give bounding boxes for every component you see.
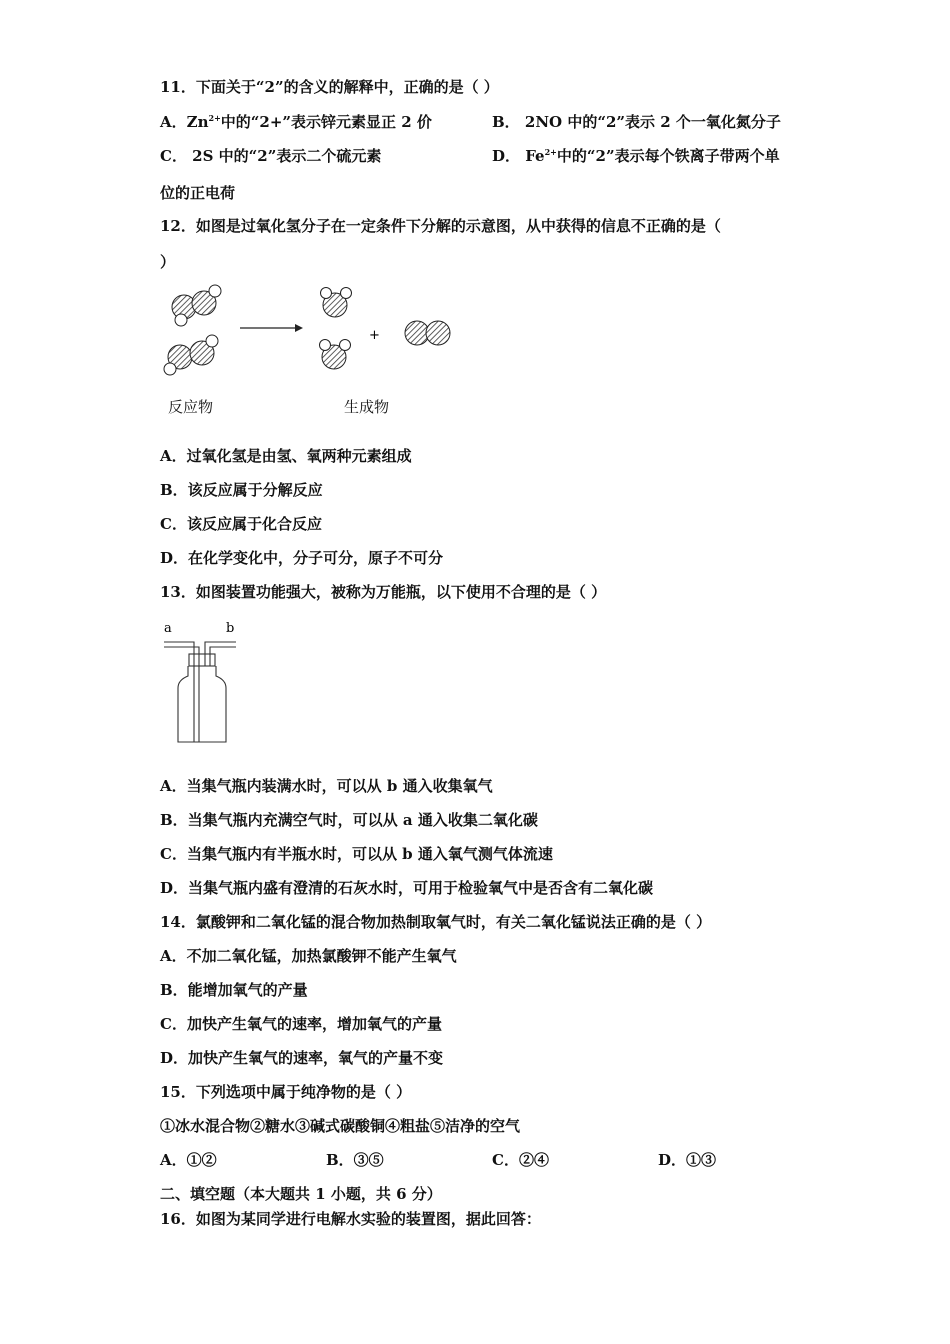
q13-option-d: D．当集气瓶内盛有澄清的石灰水时，可用于检验氧气中是否含有二氧化碳 [160,879,654,897]
q13-stem: 13．如图装置功能强大，被称为万能瓶，以下使用不合理的是（ ） [160,583,607,601]
q11-option-c: C． 2S 中的“2”表示二个硫元素 [160,147,382,165]
q15-items: ①冰水混合物②糖水③碱式碳酸铜④粗盐⑤洁净的空气 [160,1117,521,1135]
tube-label-a: a [164,621,172,636]
q11-option-a [160,112,432,132]
q11-stem: 11．下面关于“2”的含义的解释中，正确的是（ ） [160,78,499,96]
q12-option-d: D．在化学变化中，分子可分，原子不可分 [160,549,444,567]
q11-option-a-charge: 2+ [208,113,221,123]
q11-option-d [492,146,780,166]
q14-option-c: C．加快产生氧气的速率，增加氧气的产量 [160,1015,442,1033]
q15-option-b: B．③⑤ [326,1151,384,1169]
q15-option-a: A．①② [160,1151,217,1169]
q12-stem: 12．如图是过氧化氢分子在一定条件下分解的示意图，从中获得的信息不正确的是（ [160,217,721,235]
reaction-arrow [240,324,303,332]
q12-stem-end: ） [160,253,176,271]
reactant-caption: 反应物 [168,398,214,416]
q12-option-c: C．该反应属于化合反应 [160,515,322,533]
q16-stem: 16．如图为某同学进行电解水实验的装置图，据此回答： [160,1210,541,1228]
h2o2-molecule-1 [172,285,221,326]
q11-option-d-continued: 位的正电荷 [160,184,236,202]
q12-option-b: B．该反应属于分解反应 [160,481,323,499]
q11-option-d-label: D． Fe [492,147,545,165]
q15-option-d: D．①③ [658,1151,717,1169]
q13-option-c: C．当集气瓶内有半瓶水时，可以从 b 通入氧气测气体流速 [160,845,553,863]
q11-option-a-element: Zn [186,113,209,131]
o2-molecule [405,321,450,345]
q11-option-a-label: A． [160,113,187,131]
h2o2-molecule-2 [164,335,218,375]
gas-bottle [164,642,236,742]
q14-option-d: D．加快产生氧气的速率，氧气的产量不变 [160,1049,444,1067]
q11-option-a-text: 中的“2+”表示锌元素显正 2 价 [220,113,432,131]
section-2-title: 二、填空题（本大题共 1 小题，共 6 分） [160,1185,442,1203]
q14-option-b: B．能增加氧气的产量 [160,981,308,999]
q11-option-b: B． 2NO 中的“2”表示 2 个一氧化氮分子 [492,113,781,131]
q14-stem: 14．氯酸钾和二氧化锰的混合物加热制取氧气时，有关二氧化锰说法正确的是（ ） [160,913,712,931]
q13-option-b: B．当集气瓶内充满空气时，可以从 a 通入收集二氧化碳 [160,811,538,829]
product-caption: 生成物 [344,398,390,416]
gas-bottle-diagram [160,616,250,750]
q12-option-a: A．过氧化氢是由氢、氧两种元素组成 [160,447,412,465]
q13-option-a: A．当集气瓶内装满水时，可以从 b 通入收集氧气 [160,777,493,795]
h2o-molecule-2 [320,340,351,370]
plus-sign: + [369,328,380,343]
q15-stem: 15．下列选项中属于纯净物的是（ ） [160,1083,412,1101]
q14-option-a: A．不加二氧化锰，加热氯酸钾不能产生氧气 [160,947,457,965]
h2o-molecule-1 [321,288,352,318]
q15-option-c: C．②④ [492,1151,549,1169]
q11-option-d-text: 中的“2”表示每个铁离子带两个单 [556,147,780,165]
q11-option-d-charge: 2+ [544,147,557,157]
tube-label-b: b [226,621,235,636]
